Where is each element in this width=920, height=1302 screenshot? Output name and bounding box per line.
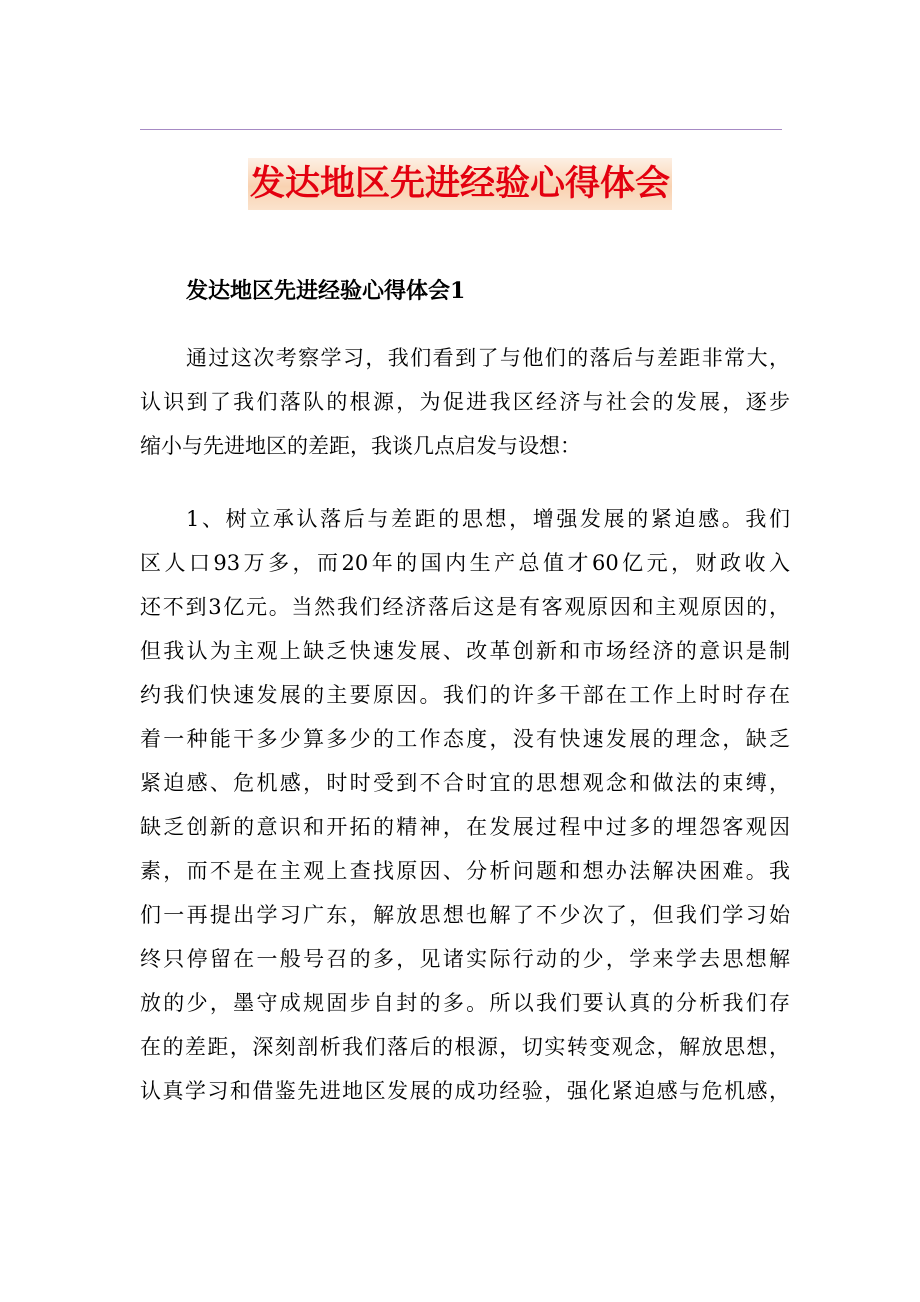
top-divider	[140, 129, 782, 130]
paragraph-line: 1、树立承认落后与差距的思想，增强发展的紧迫感。我们	[186, 507, 790, 531]
paragraph-line: 认真学习和借鉴先进地区发展的成功经验，强化紧迫感与危机感，	[140, 1079, 790, 1103]
paragraph-line: 放的少，墨守成规固步自封的多。所以我们要认真的分析我们存	[140, 991, 790, 1015]
paragraph-line: 紧迫感、危机感，时时受到不合时宜的思想观念和做法的束缚，	[140, 771, 790, 795]
body-paragraph	[140, 497, 790, 1113]
paragraph-line: 认识到了我们落队的根源，为促进我区经济与社会的发展，逐步	[140, 390, 790, 414]
paragraph-line: 还不到3亿元。当然我们经济落后这是有客观原因和主观原因的，	[140, 595, 790, 619]
body-paragraph	[140, 336, 790, 468]
paragraph-line: 区人口93万多，而20年的国内生产总值才60亿元，财政收入	[140, 551, 790, 575]
paragraph-line: 素，而不是在主观上查找原因、分析问题和想办法解决困难。我	[140, 859, 790, 883]
paragraph-line: 但我认为主观上缺乏快速发展、改革创新和市场经济的意识是制	[140, 639, 790, 663]
paragraph-line: 终只停留在一般号召的多，见诸实际行动的少，学来学去思想解	[140, 947, 790, 971]
paragraph-line: 约我们快速发展的主要原因。我们的许多干部在工作上时时存在	[140, 683, 790, 707]
paragraph-line: 着一种能干多少算多少的工作态度，没有快速发展的理念，缺乏	[140, 727, 790, 751]
document-title-container	[0, 158, 920, 210]
paragraph-line: 缺乏创新的意识和开拓的精神，在发展过程中过多的埋怨客观因	[140, 815, 790, 839]
paragraph-line: 在的差距，深刻剖析我们落后的根源，切实转变观念，解放思想，	[140, 1035, 790, 1059]
document-title: 发达地区先进经验心得体会	[248, 158, 672, 210]
paragraph-line: 通过这次考察学习，我们看到了与他们的落后与差距非常大，	[186, 346, 790, 370]
paragraph-line: 缩小与先进地区的差距，我谈几点启发与设想：	[140, 434, 581, 458]
paragraph-line: 们一再提出学习广东，解放思想也解了不少次了，但我们学习始	[140, 903, 790, 927]
section-heading: 发达地区先进经验心得体会1	[186, 278, 466, 304]
